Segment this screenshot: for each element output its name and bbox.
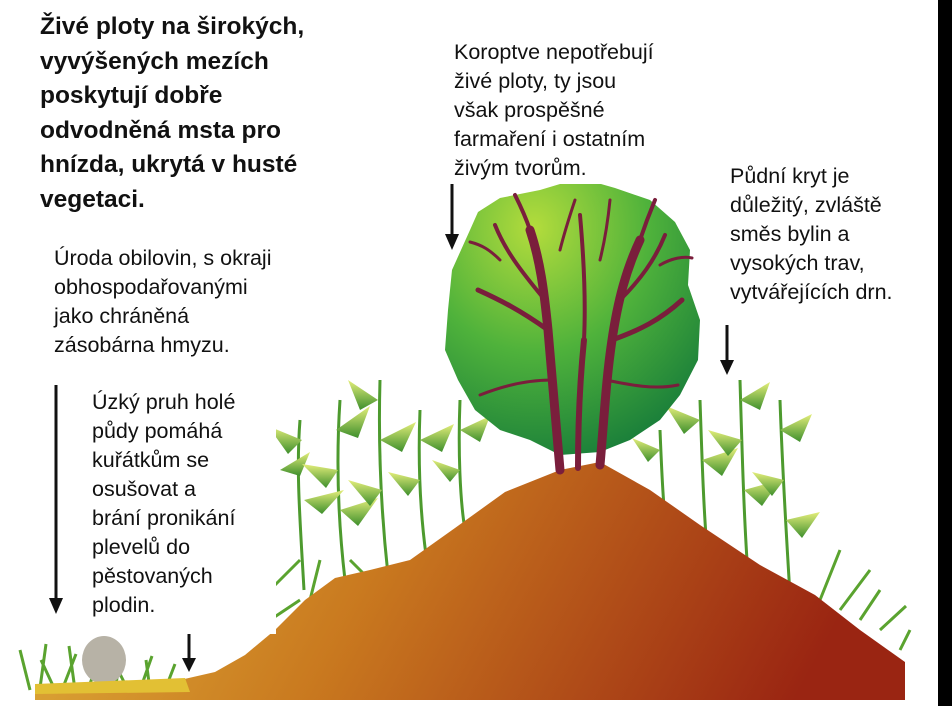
right-edge-bar [938,0,952,706]
label-crop: Úroda obilovin, s okraji obhospodařovanými jako chráněná zásobárna hmyzu. [54,246,272,357]
arrow-bare-strip [182,632,196,672]
arrow-crop [49,385,63,614]
label-bare-strip: Úzký pruh holé půdy pomáhá kuřátkům se osušovat a brání pronikání plevelů do pěstovaných plodin. [92,390,236,617]
label-partridge: Koroptve nepotřebují živé ploty, ty jsou však prospěšné farmaření i ostatním živým tvorům. [454,40,654,180]
diagram-heading: Živé ploty na širokých, vyvýšených mezích poskytují dobře odvodněná msta pro hnízda, ukrytá v husté vegetaci. [40,13,305,213]
arrow-ground-cover [720,325,734,375]
label-ground-cover: Půdní kryt je důležitý, zvláště směs bylin a vysokých trav, vytvářejících drn. [730,164,893,304]
